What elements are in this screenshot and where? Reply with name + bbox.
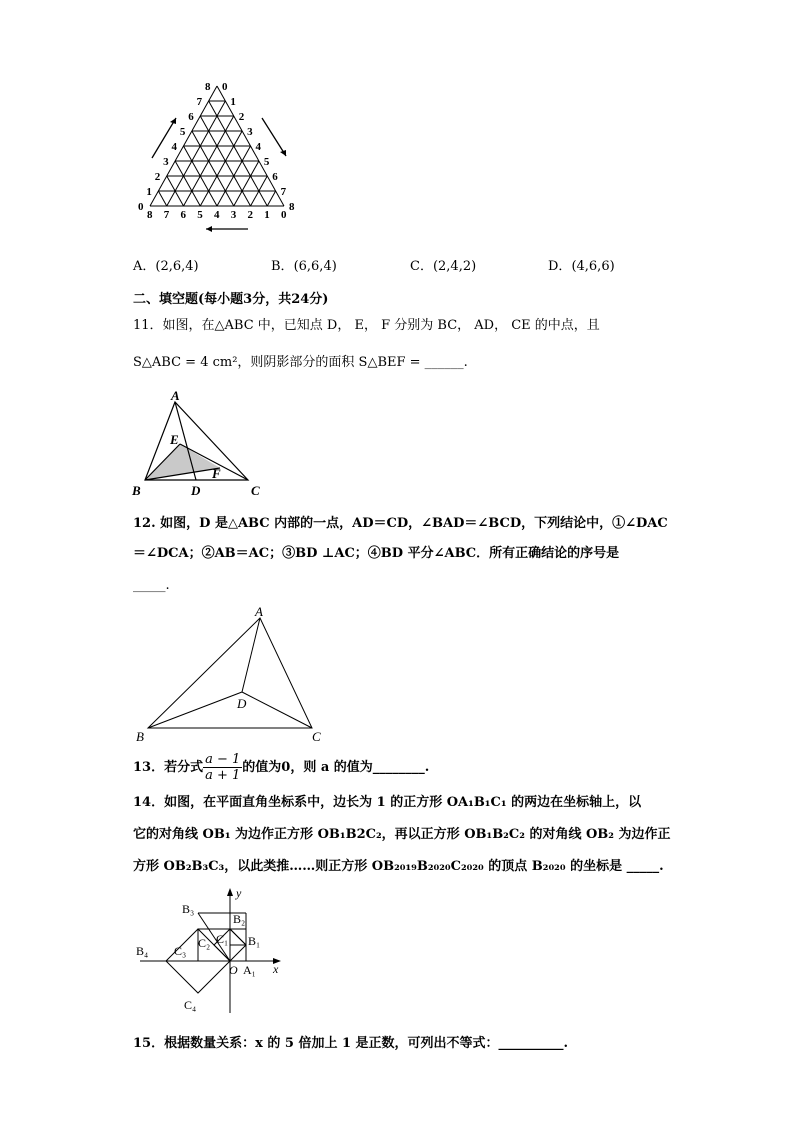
- diag-b2-b1: [230, 929, 246, 945]
- segment-cd: [242, 692, 312, 728]
- right-scale-label: 0: [222, 81, 228, 93]
- q12-line2: ＝∠DCA；②AB＝AC；③BD ⊥AC；④BD 平分∠ABC．所有正确结论的序号是: [133, 546, 620, 561]
- q13-denominator: a + 1: [205, 768, 241, 783]
- right-scale-label: 4: [255, 141, 261, 153]
- label-a: A: [255, 604, 263, 619]
- q13-prefix: 13．若分式: [133, 760, 204, 775]
- label-f: F: [212, 466, 221, 481]
- bottom-scale-label: 3: [230, 209, 237, 221]
- label-b3: B₃: [182, 902, 195, 916]
- q15-line: 15．根据数量关系：x 的 5 倍加上 1 是正数，可列出不等式：__________.: [133, 1036, 569, 1051]
- right-scale-label: 1: [230, 96, 236, 108]
- right-scale-label: 3: [247, 126, 253, 138]
- grid-line-diag-b: [267, 191, 275, 206]
- q13-numerator: a − 1: [205, 752, 241, 767]
- right-scale-label: 2: [238, 111, 245, 123]
- left-scale-label: 0: [138, 201, 144, 213]
- q14-line2: 它的对角线 OB₁ 为边作正方形 OB₁B2C₂，再以正方形 OB₁B₂C₂ 的对角线 OB₂ 为边作正: [133, 827, 671, 842]
- left-scale-label: 2: [154, 171, 161, 183]
- segment-bd: [148, 692, 242, 728]
- q13-line: [133, 751, 429, 785]
- option-b: B．(6,6,4): [271, 259, 337, 274]
- q12-line1: 12. 如图，D 是△ABC 内部的一点，AD＝CD，∠BAD＝∠BCD，下列结论中，①∠DAC: [133, 516, 668, 531]
- right-scale-label: 6: [272, 171, 278, 183]
- label-b1: B₁: [248, 934, 261, 948]
- option-a: A．(2,6,4): [133, 259, 199, 274]
- q11-line1: 11．如图，在△ABC 中，已知点 D， E， F 分别为 BC， AD， CE 的中点，且: [133, 318, 600, 333]
- right-scale-label: 7: [280, 186, 287, 198]
- label-b: B: [136, 729, 144, 744]
- bottom-scale-label: 1: [264, 209, 270, 221]
- left-scale-label: 3: [163, 156, 169, 168]
- label-o: O: [229, 963, 238, 977]
- label-c: C: [251, 483, 260, 498]
- bottom-scale-label: 8: [147, 209, 153, 221]
- right-arrow-line: [262, 118, 286, 156]
- label-c: C: [312, 729, 321, 744]
- label-y: y: [236, 886, 242, 900]
- y-arrow-head: [227, 888, 233, 896]
- bottom-scale-label: 5: [197, 209, 203, 221]
- q13-fraction: [203, 752, 242, 783]
- left-scale-label: 8: [205, 81, 211, 93]
- label-c3: C₃: [174, 944, 187, 958]
- bottom-scale-label: 7: [163, 209, 170, 221]
- grid-line-diag-a: [158, 191, 166, 206]
- option-c: C．(2,4,2): [410, 259, 477, 274]
- q12-line3: _____.: [133, 578, 170, 593]
- q14-line3: 方形 OB₂B₃C₃，以此类推……则正方形 OB₂₀₁₉B₂₀₂₀C₂₀₂₀ 的顶点 B₂₀₂₀ 的坐标是 _____.: [133, 859, 664, 874]
- right-scale-label: 8: [289, 201, 295, 213]
- section-title: 二、填空题(每小题3分，共24分): [133, 292, 329, 307]
- ternary-grid-figure: [140, 72, 310, 230]
- label-b4: B₄: [136, 944, 149, 958]
- left-scale-label: 7: [196, 96, 203, 108]
- grid-line-diag-a: [192, 131, 234, 206]
- q11-line2: S△ABC = 4 cm²，则阴影部分的面积 S△BEF = ______.: [133, 355, 468, 370]
- q12-figure: [130, 602, 330, 747]
- label-c2: C₂: [198, 936, 211, 950]
- bottom-scale-label: 2: [247, 209, 253, 221]
- label-a1: A₁: [243, 963, 256, 977]
- label-a: A: [171, 388, 180, 403]
- option-d: D．(4,6,6): [548, 259, 615, 274]
- grid-line-diag-b: [200, 131, 242, 206]
- right-scale-label: 5: [263, 156, 270, 168]
- q13-suffix: 的值为0，则 a 的值为________.: [242, 760, 430, 775]
- triangle-abc: [148, 618, 312, 728]
- q14-figure: [130, 885, 290, 1020]
- left-scale-label: 6: [188, 111, 194, 123]
- grid-line-diag-b: [167, 101, 226, 206]
- bottom-arrow-head: [206, 226, 212, 232]
- bottom-scale-label: 0: [281, 209, 287, 221]
- segment-ad: [242, 618, 260, 692]
- q11-figure: [130, 388, 270, 500]
- left-scale-label: 5: [179, 126, 186, 138]
- label-b: B: [132, 483, 141, 498]
- q14-line1: 14．如图，在平面直角坐标系中，边长为 1 的正方形 OA₁B₁C₁ 的两边在坐标轴上，以: [133, 795, 642, 810]
- label-c4: C₄: [184, 998, 197, 1012]
- bottom-scale-label: 4: [214, 209, 220, 221]
- label-b2: B₂: [233, 912, 246, 926]
- label-e: E: [170, 432, 179, 447]
- label-d: D: [191, 483, 201, 498]
- left-scale-label: 1: [146, 186, 152, 198]
- label-x: x: [273, 962, 279, 976]
- label-d: D: [237, 696, 247, 711]
- bottom-scale-label: 6: [180, 209, 186, 221]
- label-c1: C₁: [216, 932, 229, 946]
- left-scale-label: 4: [171, 141, 177, 153]
